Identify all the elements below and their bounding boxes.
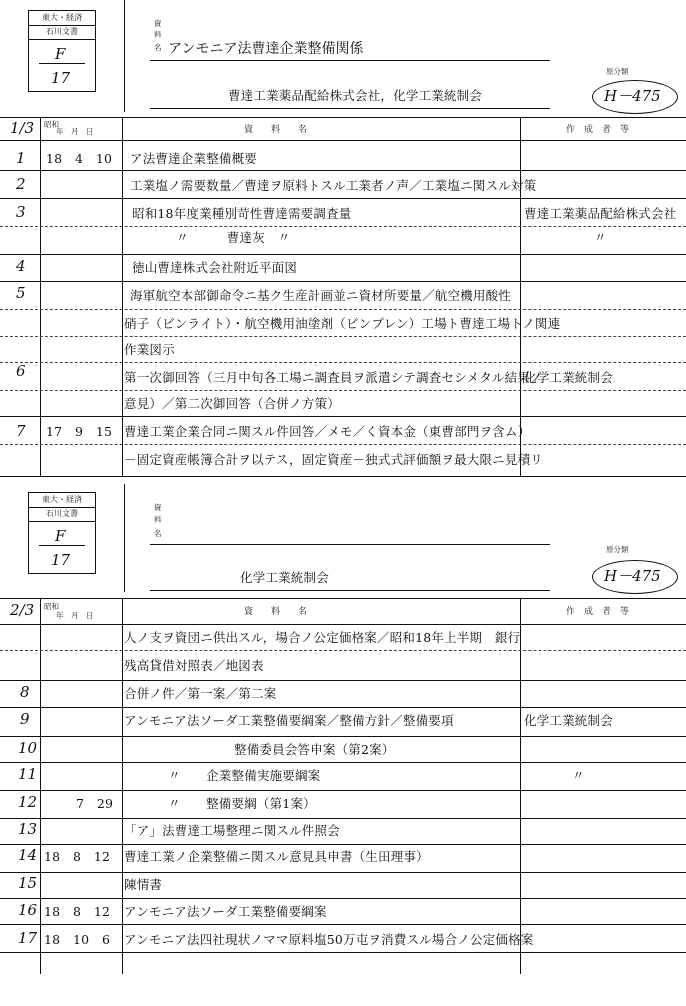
- stamp-code-number: 17: [51, 551, 71, 569]
- row-no: 11: [18, 765, 38, 783]
- row-doc: 曹達工業ノ企業整備ニ関スル意見具申書（生田理事）: [124, 849, 429, 864]
- stamp-code-number: 17: [51, 69, 71, 87]
- archive-stamp-2: [28, 492, 96, 574]
- row-no: 16: [18, 901, 38, 919]
- row-doc: 〃 整備要綱（第1案）: [168, 796, 316, 811]
- col-author-2: 作 成 者 等: [566, 607, 630, 617]
- row-no: 5: [16, 284, 26, 302]
- row-author: 〃: [572, 768, 585, 783]
- row-doc: 陳情書: [124, 877, 163, 892]
- row-no: 8: [20, 683, 30, 701]
- row-doc: アンモニア法ソーダ工業整備要綱案／整備方針／整備要項: [124, 713, 454, 728]
- subtitle-2: 化学工業統制会: [240, 570, 329, 585]
- row-date: 18 10 6: [44, 932, 111, 947]
- stamp-line2: 石川文書: [29, 507, 95, 522]
- stamp-code-letter: F: [55, 45, 66, 63]
- row-author: 曹達工業薬品配給株式会社: [524, 206, 677, 221]
- row-doc: 合併ノ件／第一案／第二案: [124, 686, 277, 701]
- row-no: 10: [18, 739, 38, 757]
- row-doc: 昭和18年度業種別苛性曹達需要調査量: [132, 206, 352, 221]
- row-doc: 〃 企業整備実施要綱案: [168, 768, 321, 783]
- row-no: 4: [16, 257, 26, 275]
- row-date: 17 9 15: [46, 424, 113, 439]
- col-docname: 資 料 名: [244, 125, 308, 135]
- shiryo-label-3: 名: [154, 43, 162, 52]
- shiryo-label-1: 資: [154, 503, 162, 512]
- row-author: 化学工業統制会: [524, 370, 613, 385]
- shiryo-label-3: 名: [154, 529, 162, 538]
- row-doc: 工業塩ノ需要数量／曹達ヲ原料トスル工業者ノ声／工業塩ニ関スル対策: [130, 178, 537, 193]
- row-no: 6: [16, 362, 26, 380]
- row-doc: 残高貸借対照表／地図表: [124, 658, 264, 673]
- row-date: 7 29: [76, 796, 114, 811]
- bunrui-label-2: 原分類: [606, 545, 629, 554]
- row-doc: 作業図示: [124, 342, 175, 357]
- col-showa-2: 昭和: [44, 602, 59, 611]
- class-code-2: H－475: [604, 567, 661, 585]
- row-no: 14: [18, 846, 38, 864]
- row-doc: 硝子（ビンライト）・航空機用油塗剤（ビンプレン）工場ト曹達工場トノ関連: [124, 316, 561, 331]
- row-no: 13: [18, 820, 38, 838]
- row-doc: 「ア」法曹達工場整理ニ関スル件照会: [124, 823, 340, 838]
- row-doc: －固定資産帳簿合計ヲ以テス，固定資産－独式式評価額ヲ最大限ニ見積リ: [124, 452, 543, 467]
- archive-stamp: [28, 10, 96, 92]
- row-no: 3: [16, 203, 26, 221]
- row-no: 17: [18, 929, 38, 947]
- sheet-no: 1/3: [10, 119, 35, 137]
- row-no: 12: [18, 793, 38, 811]
- row-doc: 〃 曹達灰 〃: [176, 230, 291, 245]
- row-no: 2: [16, 175, 26, 193]
- shiryo-label-2: 料: [154, 30, 162, 39]
- col-docname-2: 資 料 名: [244, 607, 308, 617]
- col-date: 年 月 日: [56, 127, 94, 136]
- material-title: アンモニア法曹達企業整備関係: [168, 41, 364, 57]
- row-no: 9: [20, 710, 30, 728]
- shiryo-label-2: 料: [154, 515, 162, 524]
- row-doc: アンモニア法ソーダ工業整備要綱案: [124, 904, 327, 919]
- row-no: 15: [18, 874, 38, 892]
- row-doc: 第一次御回答（三月中旬各工場ニ調査員ヲ派遣シテ調査セシメタル結果ノ: [124, 370, 543, 385]
- row-no: 1: [16, 149, 26, 167]
- shiryo-label-1: 資: [154, 19, 162, 28]
- row-no: 7: [16, 422, 26, 440]
- stamp-line1: 東大・経済: [29, 493, 95, 508]
- row-doc: 徳山曹達株式会社附近平面図: [132, 260, 298, 275]
- bunrui-label: 原分類: [606, 67, 629, 76]
- subtitle: 曹達工業薬品配給株式会社，化学工業統制会: [228, 88, 483, 103]
- row-doc: 意見）／第二次御回答（合併ノ方策）: [124, 396, 340, 411]
- row-date: 18 8 12: [44, 849, 111, 864]
- stamp-code-letter: F: [55, 527, 66, 545]
- row-doc: 海軍航空本部御命令ニ基ク生産計画並ニ資材所要量／航空機用酸性: [130, 288, 512, 303]
- row-doc: ア法曹達企業整備概要: [130, 151, 258, 166]
- row-author: 〃: [594, 230, 607, 245]
- row-author: 化学工業統制会: [524, 713, 613, 728]
- stamp-line2: 石川文書: [29, 25, 95, 40]
- stamp-line1: 東大・経済: [29, 11, 95, 26]
- row-date: 18 8 12: [44, 904, 111, 919]
- class-code: H－475: [604, 87, 661, 105]
- row-date: 18 4 10: [46, 151, 113, 166]
- row-doc: 人ノ支ヲ資団ニ供出スル，場合ノ公定価格案／昭和18年上半期 銀行: [124, 630, 521, 645]
- row-doc: 曹達工業企業合同ニ関スル件回答／メモ／く資本金（東曹部門ヲ含ム）: [124, 424, 531, 439]
- sheet-no-2: 2/3: [10, 601, 35, 619]
- col-author: 作 成 者 等: [566, 125, 630, 135]
- row-doc: アンモニア法四社現状ノママ原料塩50万屯ヲ消費スル場合ノ公定価格案: [124, 932, 534, 947]
- row-doc: 整備委員会答申案（第2案）: [234, 742, 395, 757]
- col-showa: 昭和: [44, 120, 59, 129]
- col-date-2: 年 月 日: [56, 611, 94, 620]
